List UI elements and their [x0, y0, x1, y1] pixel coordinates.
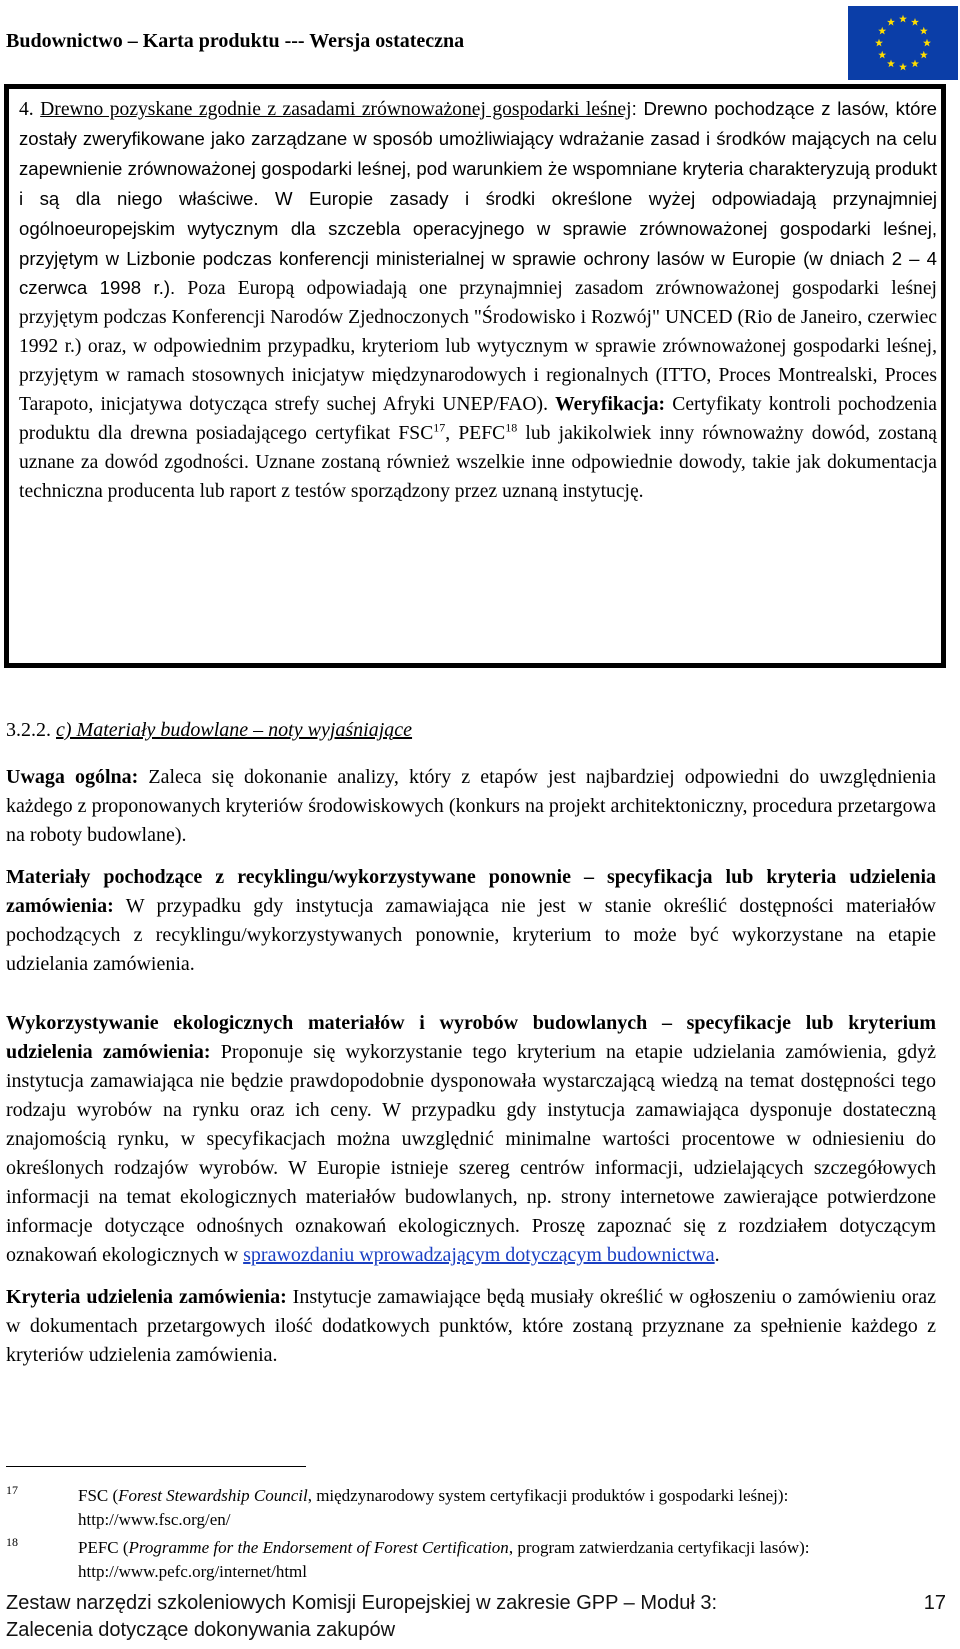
document-header: Budownictwo – Karta produktu --- Wersja ostateczna [6, 30, 465, 52]
footnote-17 [6, 1484, 936, 1532]
criteria-box [4, 84, 946, 668]
verification-label: Weryfikacja: [555, 394, 666, 416]
paragraph-label: Kryteria udzielenia zamówienia: [6, 1286, 287, 1308]
footnote-italic: Programme for the Endorsement of Forest Certification [128, 1538, 509, 1557]
footnote-ref-17[interactable]: 17 [433, 420, 446, 435]
footnote-number: 18 [6, 1535, 18, 1549]
paragraph-award-criteria [6, 1283, 936, 1370]
footnote-number: 17 [6, 1483, 18, 1497]
criteria-definition-cont: Poza Europą odpowiadają one przynajmniej zasadom zrównoważonej gospodarki leśnej przyjętym podczas Konferencji Narodów Zjednoczonych "Środowisko i Rozwój" UNCED (Rio de Janeiro, czerwiec 1992 r.) oraz, w odpowiednim przypadku, kryteriom lub wytycznym w sprawie zrównoważonej gospodarki leśnej, przyjętym w ramach stosownych inicjatyw międzynarodowych i regionalnych (ITTO, Proces Montrealski, Proces Tarapoto, inicjatywa dotycząca strefy suchej Afryki UNEP/FAO). [19, 278, 937, 416]
page-footer [6, 1590, 946, 1644]
paragraph-label: Uwaga ogólna: [6, 766, 139, 788]
footer-line-2: Zalecenia dotyczące dokonywania zakupów [6, 1619, 396, 1641]
verification-text-c: lub jakikolwiek inny równoważny dowód, zostaną uznane za dowód zgodności. Uznane zostaną również wszelkie inne odpowiednie dowody, takie jak dokumentacja techniczna producenta lub raport z testów sporządzony przez uznaną instytucję. [19, 422, 937, 502]
criteria-text [19, 95, 937, 507]
paragraph-text: Zaleca się dokonanie analizy, który z etapów jest najbardziej odpowiedni do uwzględnienia każdego z proponowanych kryteriów środowiskowych (konkurs na projekt architektoniczny, procedura przetargowa na roboty budowlane). [6, 766, 936, 846]
footer-line-1: Zestaw narzędzi szkoleniowych Komisji Europejskiej w zakresie GPP – Moduł 3: [6, 1592, 718, 1614]
criteria-number: 4. [19, 99, 41, 120]
paragraph-label: Materiały pochodzące z recyklingu/wykorzystywane ponownie – specyfikacja lub kryteria udzielenia zamówienia: [6, 866, 936, 917]
footnote-divider [6, 1466, 306, 1467]
section-heading [6, 716, 936, 745]
footnote-text: FSC ( [78, 1486, 119, 1505]
footnote-18 [6, 1536, 936, 1584]
paragraph-text: Instytucje zamawiające będą musiały określić w ogłoszeniu o zamówieniu oraz w dokumentach przetargowych ilość dodatkowych punktów, które zostaną przyznane za spełnienie każdego z kryteriów udzielenia zamówienia. [6, 1286, 937, 1366]
paragraph-label: Wykorzystywanie ekologicznych materiałów i wyrobów budowlanych – specyfikacje lub kryterium udzielenia zamówienia: [6, 1012, 936, 1063]
criteria-term: Drewno pozyskane zgodnie z zasadami zrównoważonej gospodarki leśnej [40, 99, 632, 120]
paragraph-text: Proponuje się wykorzystanie tego kryterium na etapie udzielania zamówienia, gdyż instytucja zamawiająca nie będzie prawdopodobnie dysponowała wystarczającą wiedzą na temat dostępności tego rodzaju wyrobów na rynku oraz ich ceny. W przypadku gdy instytucja zamawiająca dysponuje dostateczną znajomością rynku, w specyfikacjach można uwzględnić minimalne wartości procentowe w odniesieniu do określonych rodzajów wyrobów. W Europie istnieje szereg centrów informacji, udzielających szczegółowych informacji na temat ekologicznych materiałów budowlanych, np. strony internetowe zawierające potwierdzone informacje dotyczące odnośnych oznakowań ekologicznych. Proszę zapoznać się z rozdziałem dotyczącym oznakowań ekologicznych w [6, 1041, 936, 1266]
section-title: c) Materiały budowlane – noty wyjaśniające [56, 719, 413, 741]
footnote-ref-18[interactable]: 18 [505, 420, 518, 435]
eu-flag-icon [848, 6, 958, 80]
section-number: 3.2.2. [6, 719, 56, 741]
paragraph-general [6, 763, 936, 850]
footnote-text: PEFC ( [78, 1538, 129, 1557]
paragraph-end: . [714, 1244, 720, 1266]
verification-text-b: , PEFC [445, 422, 506, 444]
paragraph-ecological [6, 1009, 936, 1270]
footnote-text-b: , międzynarodowy system certyfikacji produktów i gospodarki leśnej): http://www.fsc.org/en/ [78, 1486, 789, 1529]
introduction-report-link[interactable]: sprawozdaniu wprowadzającym dotyczącym budownictwa [243, 1244, 715, 1266]
verification-text: Certyfikaty kontroli pochodzenia produktu dla drewna posiadającego certyfikat FSC [19, 394, 937, 444]
section-explanatory-notes [6, 716, 936, 1383]
paragraph-text: W przypadku gdy instytucja zamawiająca nie jest w stanie określić dostępności materiałów pochodzących z recyklingu/wykorzystywanych ponownie, kryterium to może być wykorzystane na etapie udzielania zamówienia. [6, 895, 936, 975]
criteria-definition: : Drewno pochodzące z lasów, które zostały zweryfikowane jako zarządzane w sposób umożliwiający wdrażanie zasad i środków mających na celu zapewnienie zrównoważonej gospodarki leśnej, pod warunkiem że wspomniane kryteria charakteryzują produkt i są dla niego właściwe. W Europie zasady i środki określone wyżej odpowiadają przynajmniej ogólnoeuropejskim wytycznym dla szczebla operacyjnego w sprawie zrównoważonej gospodarki leśnej, przyjętym w Lizbonie podczas konferencji ministerialnej w sprawie ochrony lasów w Europie (w dniach 2 – 4 czerwca 1998 r.). [19, 98, 938, 299]
footnote-text-b: , program zatwierdzania certyfikacji lasów): http://www.pefc.org/internet/html [78, 1538, 810, 1581]
page-number: 17 [923, 1592, 946, 1614]
footnote-italic: Forest Stewardship Council [118, 1486, 308, 1505]
paragraph-recycled [6, 863, 936, 979]
